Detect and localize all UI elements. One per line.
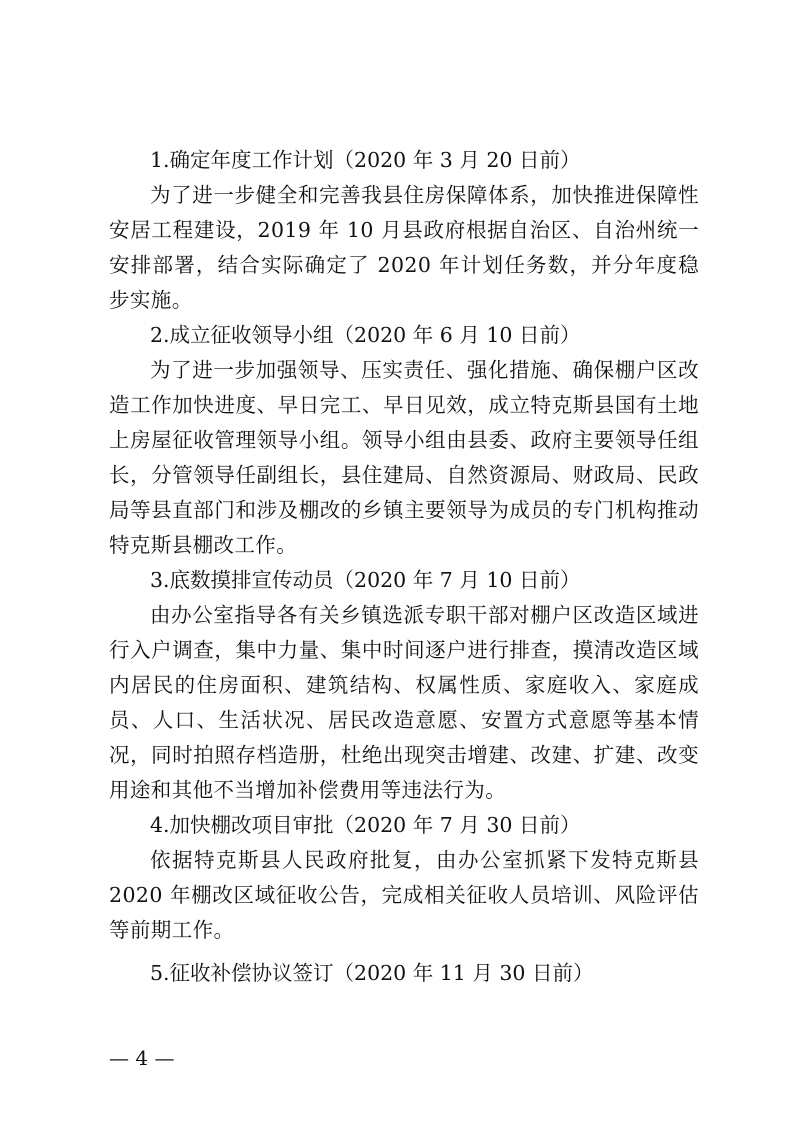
section-1-heading: 1.确定年度工作计划（2020 年 3 月 20 日前） [150,148,581,172]
section-2-heading: 2.成立征收领导小组（2020 年 6 月 10 日前） [150,323,581,347]
section-spacer [109,948,699,956]
page-number: — 4 — [109,1046,175,1070]
section-3-heading: 3.底数摸排宣传动员（2020 年 7 月 10 日前） [150,568,581,592]
section-3-paragraph: 由办公室指导各有关乡镇选派专职干部对棚户区改造区域进行入户调查，集中力量、集中时间逐户进行排查，摸清改造区域内居民的住房面积、建筑结构、权属性质、家庭收入、家庭成员、人口、生活状况、居民改造意愿、安置方式意愿等基本情况，同时拍照存档造册，杜绝出现突击增建、改建、扩建、改变用途和其他不当增加补偿费用等违法行为。 [109,603,699,802]
section-4-paragraph: 依据特克斯县人民政府批复，由办公室抓紧下发特克斯县 2020 年棚改区域征收公告，完成相关征收人员培训、风险评估等前期工作。 [109,848,699,942]
document-body [109,143,699,991]
section-4-heading: 4.加快棚改项目审批（2020 年 7 月 30 日前） [150,813,581,837]
section-5-heading: 5.征收补偿协议签订（2020 年 11 月 30 日前） [150,961,594,985]
section-2-paragraph: 为了进一步加强领导、压实责任、强化措施、确保棚户区改造工作加快进度、早日完工、早日见效，成立特克斯县国有土地上房屋征收管理领导小组。领导小组由县委、政府主要领导任组长，分管领导任副组长，县住建局、自然资源局、财政局、民政局等县直部门和涉及棚改的乡镇主要领导为成员的专门机构推动特克斯县棚改工作。 [109,358,699,557]
section-1-paragraph: 为了进一步健全和完善我县住房保障体系，加快推进保障性安居工程建设，2019 年 10 月县政府根据自治区、自治州统一安排部署，结合实际确定了 2020 年计划任务数，并分年度稳步实施。 [109,183,699,312]
